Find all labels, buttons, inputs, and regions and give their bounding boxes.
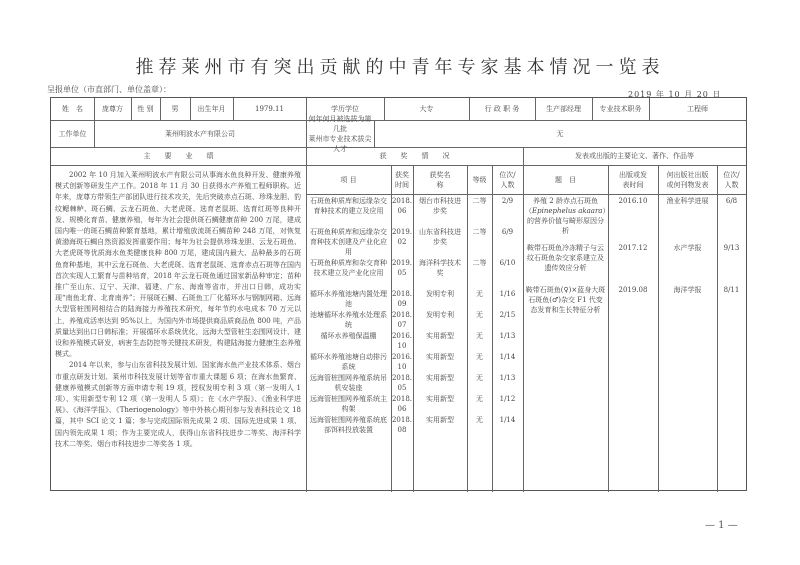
award-level: 二等 bbox=[472, 228, 487, 236]
award-time: 2018.07 bbox=[391, 311, 413, 329]
award-rank: 1/13 bbox=[499, 332, 516, 340]
work-unit-value: 莱州明波水产有限公司 bbox=[165, 129, 235, 138]
pubs-col-title: 题 目 bbox=[555, 175, 576, 184]
awards-col-project: 项 目 bbox=[340, 175, 357, 184]
award-name: 烟台市科技进步奖 bbox=[419, 197, 461, 215]
award-rank: 1/12 bbox=[499, 395, 516, 403]
report-date: 2019 年 10 月 20 日 bbox=[628, 90, 722, 99]
award-time: 2018.06 bbox=[391, 395, 413, 413]
selected-talent-label-line1: 何年何月被选拔为第几批 bbox=[308, 114, 372, 133]
birth-value: 1979.11 bbox=[255, 105, 284, 113]
awards-col-name: 获奖名称 bbox=[429, 170, 451, 189]
publication-time: 2017.12 bbox=[618, 244, 648, 252]
selected-talent-label bbox=[306, 114, 374, 153]
award-rank: 2/9 bbox=[501, 197, 514, 205]
award-time: 2018.08 bbox=[391, 416, 413, 434]
selected-talent-label-line2: 莱州市专业技术拔尖人才 bbox=[308, 134, 372, 153]
work-unit-label: 工作单位 bbox=[58, 129, 87, 138]
awards-col-time: 获奖时间 bbox=[395, 170, 409, 189]
awards-header: 获 奖 情 况 bbox=[379, 152, 450, 160]
award-project: 远海管桩围网养殖系统底部饵料投放装置 bbox=[310, 416, 387, 434]
award-rank: 1/14 bbox=[499, 353, 516, 361]
award-level: 二等 bbox=[472, 259, 487, 267]
name-label: 姓 名 bbox=[62, 105, 83, 113]
award-time: 2016.10 bbox=[391, 332, 413, 350]
award-level: 无 bbox=[476, 416, 483, 424]
selected-talent-value: 无 bbox=[556, 129, 564, 138]
award-name: 海洋科学技术奖 bbox=[419, 259, 461, 277]
awards-col-rank: 位次/人数 bbox=[499, 170, 516, 189]
awards-col-level: 等级 bbox=[472, 175, 487, 184]
award-name: 实用新型 bbox=[426, 374, 454, 382]
award-project: 石斑鱼种质库和远缘杂交育种技术的建立及应用 bbox=[310, 197, 387, 215]
award-name: 实用新型 bbox=[426, 416, 454, 424]
education-value: 大专 bbox=[419, 105, 434, 113]
award-project: 石斑鱼种质库和杂交育种技术建立及产业化应用 bbox=[310, 259, 387, 277]
award-time: 2018.05 bbox=[391, 374, 413, 392]
pubs-col-rank: 位次/人数 bbox=[723, 170, 740, 189]
award-name: 实用新型 bbox=[426, 353, 454, 361]
award-rank: 6/10 bbox=[499, 259, 516, 267]
award-rank: 6/9 bbox=[501, 228, 514, 236]
pubs-col-time: 出版或发表时间 bbox=[619, 170, 647, 189]
award-level: 无 bbox=[476, 374, 483, 382]
publication-title bbox=[525, 196, 606, 236]
award-project: 远海管桩围网养殖系统主构架 bbox=[310, 395, 387, 413]
award-project: 池塘循环水养殖水处理系统 bbox=[310, 311, 387, 329]
name-value: 庞尊方 bbox=[102, 105, 123, 113]
publication-title: 鞍带石斑鱼(♀)×蓝身大斑石斑鱼(♂)杂交 F1 代变态发育和生长特征分析 bbox=[525, 286, 606, 314]
award-time: 2018.06 bbox=[391, 197, 413, 215]
award-name: 实用新型 bbox=[426, 395, 454, 403]
award-level: 无 bbox=[476, 332, 483, 340]
publication-title-latin: Epinephelus akaara bbox=[532, 207, 603, 215]
publication-rank: 9/13 bbox=[723, 244, 740, 252]
award-name: 发明专利 bbox=[426, 311, 454, 319]
publication-rank: 6/8 bbox=[725, 197, 738, 205]
award-time: 2019.02 bbox=[391, 228, 413, 246]
achievements-text bbox=[55, 170, 301, 450]
achievements-header: 主 要 业 绩 bbox=[143, 152, 214, 160]
publication-title-part: 养殖 2 龄赤点石斑鱼（ bbox=[525, 197, 598, 215]
achievements-paragraph-1: 2002 年 10 月加入莱州明波水产有限公司从事海水鱼良种开发、健康养殖模式创新等研发生产工作。2018 年 11 月 30 日获得水产养殖工程师职称。近年来，庞尊方带领生产部团队进行技术攻关，先后突破赤点石斑、珍珠龙胆、豹纹鳃棘鲈、斑石鲷、云龙石斑鱼、大老虎斑、选育老鼠斑、选育红斑等良种开发、规模化育苗、健康养殖，每年为社会提供斑石鲷健康苗种 200 万尾，建成国内唯一的斑石鲷苗种繁育基地，累计增殖放流斑石鲷苗种 248 万尾，对恢复黄渤海斑石鲷自然资源发挥重要作用；每年为社会提供珍珠龙胆、云龙石斑鱼、大老虎斑等优质海水鱼类健康良种 800 万尾，建成国内最大、品种最多的石斑鱼育种基地，其中云龙石斑鱼、大老虎斑、选育老鼠斑、选育赤点石斑等在国内首次实现人工繁育与苗种培育，2018 年云龙石斑鱼通过国家新品种审定；苗种推广至山东、辽宁、天津、福建、广东、海南等省市，并出口日韩，成功实现“南鱼北育、北育南养”；开展斑石鲷、石斑鱼工厂化循环水与钢制网箱、远海大型管桩围网相结合的陆海接力养殖技术研究，每年节约水电成本 70 万元以上，养殖成活率达到 95%以上，为国内外市场提供商品质商品鱼 800 吨，产品质量达到出口日韩标准；开展循环水系统优化，远海大型管桩生态围网设计、建设和养殖模式研发，病害生态防控等关键技术研发，构建陆海接力健康生态养殖模式。 bbox=[55, 171, 301, 359]
award-time: 2018.09 bbox=[391, 290, 413, 308]
publications-header: 发表或出版的主要论文、著作、作品等 bbox=[575, 152, 694, 160]
award-rank: 1/14 bbox=[499, 416, 516, 424]
gender-value: 男 bbox=[171, 105, 179, 113]
education-label: 学历学位 bbox=[331, 105, 359, 113]
admin-post-value: 生产部经理 bbox=[546, 105, 581, 113]
achievements-paragraph-2: 2014 年以来，参与山东省科技发展计划、国家海水鱼产业技术体系、烟台市重点研发计划、莱州市科技发展计划等省市重大课题 6 项；在海水鱼繁育、健康养殖模式创新等方面申请专利 19 项，授权发明专利 3 项（第一发明人 1 项）、实用新型专利 12 项（第一发明人 5 项）；在《水产学报》、《渔业科学进展》、《海洋学报》、《Theriogenology》等中外核心期刊参与发表科技论文 18 篇，其中 SCI 论文 1 篇；参与完成国际领先成果 2 项、国际先进成果 1 项、国内领先成果 1 项；作为主要完成人，获得山东省科技进步二等奖、海洋科学技术二等奖、烟台市科技进步二等奖各 1 项。 bbox=[55, 361, 301, 448]
award-time: 2019.05 bbox=[391, 259, 413, 277]
page-number: — 1 — bbox=[705, 520, 738, 531]
publication-journal: 水产学报 bbox=[673, 244, 702, 252]
publication-rank: 8/11 bbox=[723, 286, 740, 294]
award-level: 无 bbox=[476, 353, 483, 361]
birth-label: 出生年月 bbox=[197, 105, 226, 113]
tech-post-label: 专业技术职务 bbox=[599, 105, 642, 113]
publication-time: 2016.10 bbox=[618, 197, 648, 205]
page-title: 推荐莱州市有突出贡献的中青年专家基本情况一览表 bbox=[135, 57, 665, 78]
award-level: 无 bbox=[476, 290, 483, 298]
publication-time: 2019.08 bbox=[618, 286, 648, 294]
award-project: 远海管桩围网养殖系统吊机安装座 bbox=[310, 374, 387, 392]
award-level: 无 bbox=[476, 395, 483, 403]
award-level: 无 bbox=[476, 311, 483, 319]
admin-post-label: 行 政 职 务 bbox=[484, 105, 520, 113]
publication-title-part: ）的营养价值与畸形原因分析 bbox=[527, 207, 606, 235]
award-rank: 1/13 bbox=[499, 374, 516, 382]
pubs-col-journal: 何出版社出版或何刊物发表 bbox=[666, 170, 709, 189]
award-project: 循环水养殖池塘内置处理池 bbox=[310, 290, 387, 308]
expert-info-table bbox=[50, 97, 747, 491]
award-time: 2016.10 bbox=[391, 353, 413, 371]
award-name: 实用新型 bbox=[426, 332, 454, 340]
submitter-label: 呈报单位（市直部门、单位盖章）： bbox=[47, 85, 171, 94]
award-rank: 1/16 bbox=[499, 290, 516, 298]
award-project: 循环水养殖池塘自动排污系统 bbox=[310, 353, 387, 371]
publication-title: 鞍带石斑鱼冷冻精子与云纹石斑鱼杂交家系建立及遗传效应分析 bbox=[527, 244, 604, 272]
award-project: 循环水养殖保温棚 bbox=[320, 332, 377, 340]
award-project: 石斑鱼种质库和远缘杂交育种技术创建及产业化应用 bbox=[310, 228, 387, 256]
publication-journal: 渔业科学进展 bbox=[666, 197, 709, 205]
award-name: 山东省科技进步奖 bbox=[419, 228, 461, 246]
tech-post-value: 工程师 bbox=[687, 105, 708, 113]
award-level: 二等 bbox=[472, 197, 487, 205]
gender-label: 性 别 bbox=[137, 105, 154, 113]
publication-journal: 海洋学报 bbox=[673, 286, 702, 294]
award-rank: 2/15 bbox=[499, 311, 516, 319]
award-name: 发明专利 bbox=[426, 290, 454, 298]
